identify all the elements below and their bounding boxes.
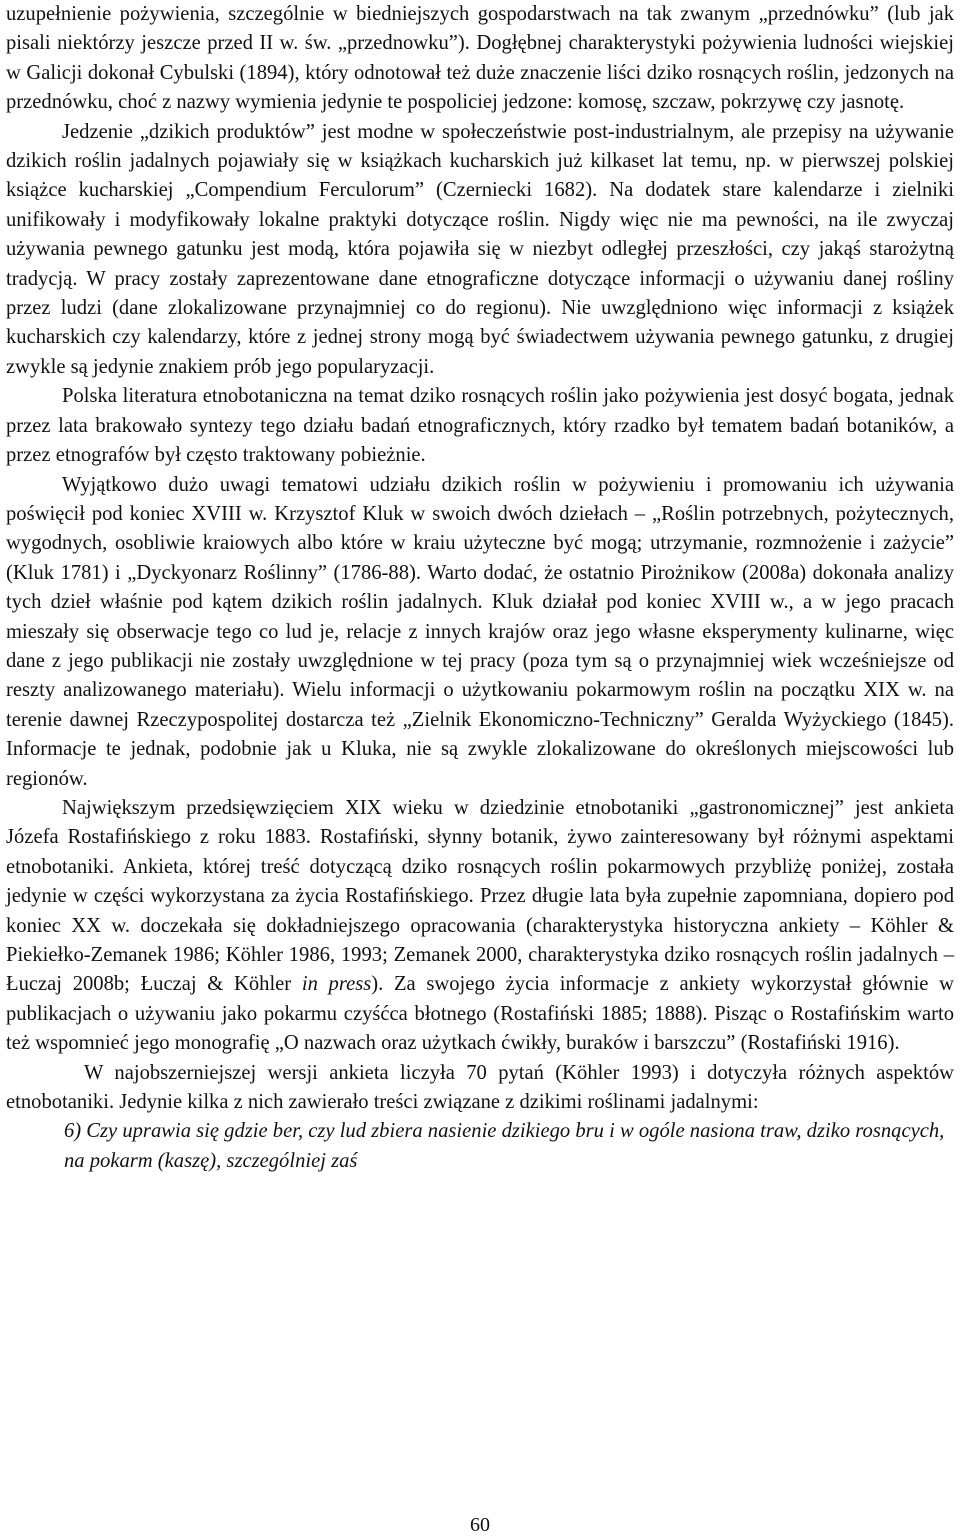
paragraph-5-text-a: Największym przedsięwzięciem XIX wieku w dziedzinie etnobotaniki „gastronomicznej” jest ankieta Józefa Rostafińskiego z roku 1883. Rostafiński, słynny botanik, żywo zainteresowany był różnymi aspektami etnobotaniki. Ankieta, której treść dotyczącą dziko rosnących roślin pokarmowych przybliżę poniżej, została jedynie w części wykorzystana za życia Rostafińskiego. Przez długie lata była zupełnie zapomniana, dopiero pod koniec XX w. doczekała się dokładniejszego opracowania (charakterystyka historyczna ankiety – Köhler & Piekiełko-Zemanek 1986; Köhler 1986, 1993; Zemanek 2000, charakterystyka dziko rosnących roślin jadalnych – Łuczaj 2008b; Łuczaj & Köhler <box>6 796 954 996</box>
paragraph-5-text-b: ). Za swojego życia informacje z ankiety wykorzystał głównie w publikacjach o używaniu jako pokarmu czyśćca błotnego (Rostafiński 1885; 1888). Pisząc o Rostafińskim warto też wspomnieć jego monografię „O nazwach oraz użytkach ćwikły, buraków i barszczu” (Rostafiński 1916). <box>6 973 954 1055</box>
paragraph-4: Wyjątkowo dużo uwagi tematowi udziału dzikich roślin w pożywieniu i promowaniu ich używania poświęcił pod koniec XVIII w. Krzysztof Kluk w swoich dwóch dziełach – „Roślin potrzebnych, pożytecznych, wygodnych, osobliwie kraiowych albo które w kraiu użyteczne być mogą; utrzymanie, rozmnożenie i zażycie” (Kluk 1781) i „Dyckyonarz Roślinny” (1786-88). Warto dodać, że ostatnio Pirożnikow (2008a) dokonała analizy tych dzieł właśnie pod kątem dzikich roślin jadalnych. Kluk działał pod koniec XVIII w., a w jego pracach mieszały się obserwacje tego co lud je, relacje z innych krajów oraz jego własne eksperymenty kulinarne, więc dane z jego publikacji nie zostały uwzględnione w tej pracy (poza tym są o przynajmniej wiek wcześniejsze od reszty analizowanego materiału). Wielu informacji o użytkowaniu pokarmowym roślin na początku XIX w. na terenie dawnej Rzeczypospolitej dostarcza też „Zielnik Ekonomiczno-Techniczny” Geralda Wyżyckiego (1845). Informacje te jednak, podobnie jak u Kluka, nie są zwykle zlokalizowane do określonych miejscowości lub regionów. <box>6 473 954 790</box>
paragraph-5 <box>6 794 954 1059</box>
paragraph-2: Jedzenie „dzikich produktów” jest modne w społeczeństwie post-industrialnym, ale przepisy na używanie dzikich roślin jadalnych pojawiały się w książkach kucharskich już kilkaset lat temu, np. w pierwszej polskiej książce kucharskiej „Compendium Ferculorum” (Czerniecki 1682). Na dodatek stare kalendarze i zielniki unifikowały i modyfikowały lokalne praktyki dotyczące roślin. Nigdy więc nie ma pewności, na ile zwyczaj używania pewnego gatunku jest modą, która pojawiła się w niezbyt odległej przeszłości, czy jakąś starożytną tradycją. W pracy zostały zaprezentowane dane etnograficzne dotyczące informacji o używaniu danej rośliny przez ludzi (dane zlokalizowane przynajmniej co do regionu). Nie uwzględniono więc informacji z książek kucharskich czy kalendarzy, które z jednej strony mogą być świadectwem używania pewnego gatunku, z drugiej zwykle są jedynie znakiem prób jego popularyzacji. <box>6 120 954 378</box>
document-body <box>6 0 954 1176</box>
in-press-italic: in press <box>301 973 372 996</box>
survey-question-quote: 6) Czy uprawia się gdzie ber, czy lud zbiera nasienie dzikiego bru i w ogóle nasiona traw, dziko rosnących, na pokarm (kaszę), szczególniej zaś <box>64 1120 945 1172</box>
paragraph-3: Polska literatura etnobotaniczna na temat dziko rosnących roślin jako pożywienia jest dosyć bogata, jednak przez lata brakowało syntezy tego działu badań etnograficznych, który rzadko był tematem badań botaników, a przez etnografów był często traktowany pobieżnie. <box>6 385 954 467</box>
page-number: 60 <box>470 1514 490 1536</box>
paragraph-1: uzupełnienie pożywienia, szczególnie w biedniejszych gospodarstwach na tak zwanym „przednówku” (lub jak pisali niektórzy jeszcze przed II w. św. „przednowku”). Dogłębnej charakterystyki pożywienia ludności wiejskiej w Galicji dokonał Cybulski (1894), który odnotował też duże znaczenie liści dziko rosnących roślin, jedzonych na przednówku, choć z nazwy wymienia jedynie te pospoliciej jedzone: komosę, szczaw, pokrzywę czy jasnotę. <box>6 3 954 114</box>
paragraph-6: W najobszerniejszej wersji ankieta liczyła 70 pytań (Köhler 1993) i dotyczyła różnych aspektów etnobotaniki. Jedynie kilka z nich zawierało treści związane z dzikimi roślinami jadalnymi: <box>6 1061 954 1114</box>
